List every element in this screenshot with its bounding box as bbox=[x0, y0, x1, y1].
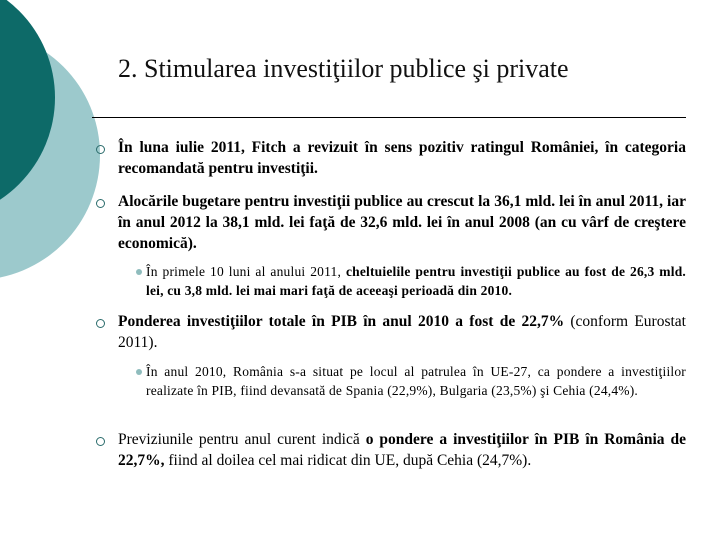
bullet-budget-allocations: Alocările bugetare pentru investiţii publice au crescut la 36,1 mld. lei în anul 2011, iar în anul 2012 la 38,1 mld. lei faţă de 32,6 mld. lei în anul 2008 (an cu vârf de creştere economică). bbox=[118, 193, 686, 252]
bullet-text-bold: o pondere a investiţiilor în PIB în România de 22,7%, bbox=[118, 431, 686, 469]
bullet-forecasts bbox=[118, 429, 686, 471]
bullet-circle-icon bbox=[96, 437, 105, 446]
sub-bullet-text-bold: cheltuielile pentru investiţii publice au fost de 26,3 mld. lei, cu 3,8 mld. lei mai mari faţă de aceeaşi perioadă din 2010. bbox=[146, 264, 686, 298]
bullet-circle-icon bbox=[96, 199, 105, 208]
sub-bullet-dot-icon bbox=[136, 369, 142, 375]
bullet-fitch-rating: În luna iulie 2011, Fitch a revizuit în sens pozitiv ratingul României, în categoria recomandată pentru investiţii. bbox=[118, 139, 686, 177]
decorative-circles bbox=[0, 0, 110, 540]
bullet-text-bold: Ponderea investiţiilor totale în PIB în anul 2010 a fost de 22,7% bbox=[118, 313, 565, 330]
bullet-circle-icon bbox=[96, 319, 105, 328]
bullet-text-normal: (conform Eurostat 2011). bbox=[118, 313, 686, 351]
sub-bullet-eu-ranking: În anul 2010, România s-a situat pe locul al patrulea în UE-27, ca pondere a investiţiilor realizate în PIB, fiind devansată de Spania (22,9%), Bulgaria (23,5%) şi Cehia (24,4%). bbox=[146, 364, 686, 398]
title-divider bbox=[92, 117, 686, 118]
bullet-text-normal-end: fiind al doilea cel mai ridicat din UE, după Cehia (24,7%). bbox=[164, 452, 532, 469]
bullet-text-normal: Previziunile pentru anul curent indică bbox=[118, 431, 366, 448]
slide-title: 2. Stimularea investiţiilor publice şi private bbox=[118, 54, 569, 83]
bullet-investment-share bbox=[118, 311, 686, 353]
sub-bullet-dot-icon bbox=[136, 269, 142, 275]
bullet-circle-icon bbox=[96, 145, 105, 154]
sub-bullet-public-spending bbox=[146, 262, 686, 300]
sub-bullet-text-normal: În primele 10 luni al anului 2011, bbox=[146, 264, 346, 279]
